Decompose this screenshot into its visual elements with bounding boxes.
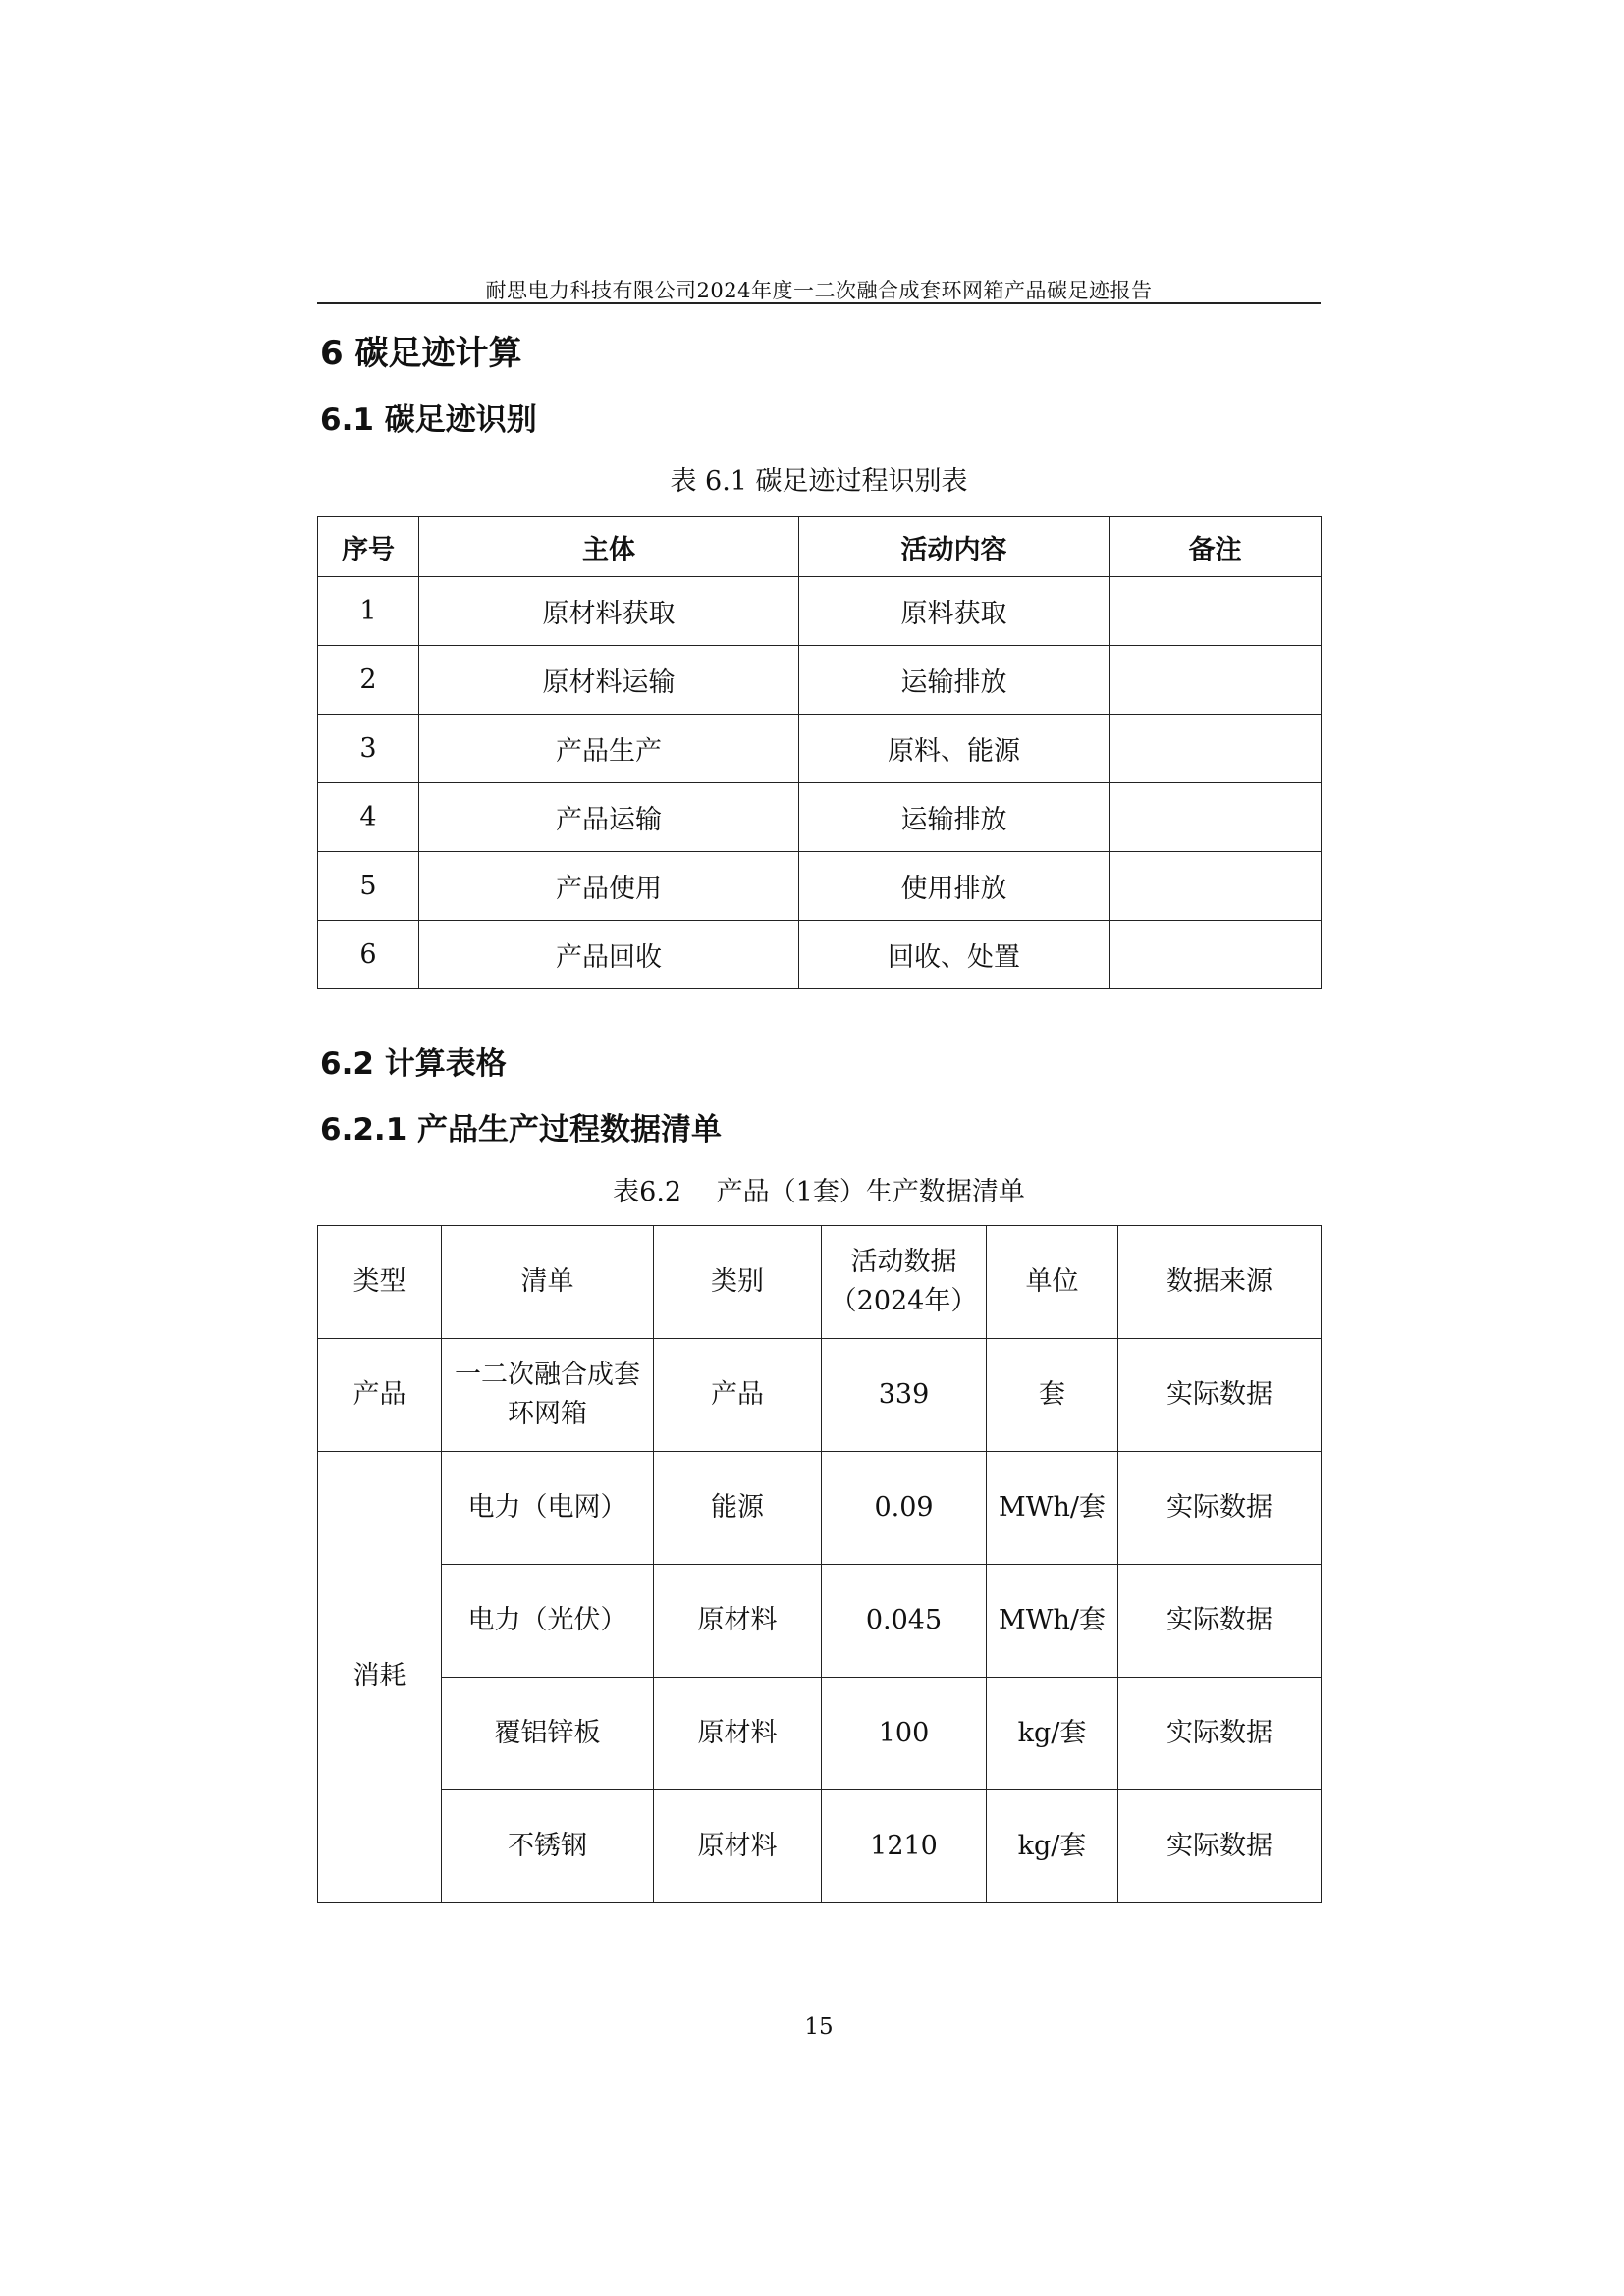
cell-subject: 产品使用 bbox=[419, 852, 799, 921]
page-number: 15 bbox=[804, 2014, 834, 2040]
cell-activity: 原料、能源 bbox=[799, 715, 1110, 783]
column-header: 类别 bbox=[654, 1226, 822, 1339]
table-1-caption: 表 6.1 碳足迹过程识别表 bbox=[670, 466, 968, 497]
cell-unit: kg/套 bbox=[987, 1678, 1118, 1790]
cell-source: 实际数据 bbox=[1118, 1678, 1322, 1790]
cell-source: 实际数据 bbox=[1118, 1790, 1322, 1903]
cell-category: 产品 bbox=[654, 1339, 822, 1452]
cell-source: 实际数据 bbox=[1118, 1339, 1322, 1452]
cell-category: 能源 bbox=[654, 1452, 822, 1565]
column-header: 单位 bbox=[987, 1226, 1118, 1339]
section-6-2-1-heading: 6.2.1 产品生产过程数据清单 bbox=[320, 1112, 723, 1148]
cell-value: 100 bbox=[822, 1678, 987, 1790]
cell-remark bbox=[1110, 715, 1322, 783]
table-header-row bbox=[318, 517, 1322, 577]
carbon-footprint-identification-table bbox=[317, 516, 1322, 989]
cell-activity: 运输排放 bbox=[799, 783, 1110, 852]
section-6-2-heading: 6.2 计算表格 bbox=[320, 1046, 507, 1082]
table-row bbox=[318, 1678, 1322, 1790]
cell-no: 5 bbox=[318, 852, 419, 921]
table-row bbox=[318, 577, 1322, 646]
cell-remark bbox=[1110, 783, 1322, 852]
cell-remark bbox=[1110, 577, 1322, 646]
cell-no: 2 bbox=[318, 646, 419, 715]
cell-source: 实际数据 bbox=[1118, 1565, 1322, 1678]
cell-remark bbox=[1110, 921, 1322, 989]
table-2-caption: 表6.2 产品（1套）生产数据清单 bbox=[613, 1177, 1025, 1207]
cell-value: 339 bbox=[822, 1339, 987, 1452]
column-header: 活动内容 bbox=[799, 517, 1110, 577]
cell-activity: 使用排放 bbox=[799, 852, 1110, 921]
cell-subject: 产品生产 bbox=[419, 715, 799, 783]
table-row bbox=[318, 1339, 1322, 1452]
section-6-heading: 6 碳足迹计算 bbox=[320, 334, 522, 373]
running-header: 耐思电力科技有限公司2024年度一二次融合成套环网箱产品碳足迹报告 bbox=[485, 279, 1153, 302]
production-data-inventory-table bbox=[317, 1225, 1322, 1903]
column-header: 备注 bbox=[1110, 517, 1322, 577]
cell-item: 覆铝锌板 bbox=[442, 1678, 654, 1790]
cell-activity: 运输排放 bbox=[799, 646, 1110, 715]
column-header: 类型 bbox=[318, 1226, 442, 1339]
table-row bbox=[318, 921, 1322, 989]
cell-no: 4 bbox=[318, 783, 419, 852]
column-header: 序号 bbox=[318, 517, 419, 577]
cell-item: 电力（光伏） bbox=[442, 1565, 654, 1678]
cell-type-merged: 消耗 bbox=[318, 1452, 442, 1903]
cell-value: 0.09 bbox=[822, 1452, 987, 1565]
table-row bbox=[318, 646, 1322, 715]
column-header: 活动数据（2024年） bbox=[822, 1226, 987, 1339]
table-row bbox=[318, 1452, 1322, 1565]
cell-activity: 回收、处置 bbox=[799, 921, 1110, 989]
cell-no: 3 bbox=[318, 715, 419, 783]
cell-item: 一二次融合成套环网箱 bbox=[442, 1339, 654, 1452]
cell-remark bbox=[1110, 646, 1322, 715]
table-row bbox=[318, 783, 1322, 852]
cell-category: 原材料 bbox=[654, 1790, 822, 1903]
column-header: 主体 bbox=[419, 517, 799, 577]
section-6-1-heading: 6.1 碳足迹识别 bbox=[320, 402, 537, 438]
table-row bbox=[318, 1790, 1322, 1903]
table-header-row bbox=[318, 1226, 1322, 1339]
cell-remark bbox=[1110, 852, 1322, 921]
cell-category: 原材料 bbox=[654, 1565, 822, 1678]
cell-unit: MWh/套 bbox=[987, 1452, 1118, 1565]
cell-no: 6 bbox=[318, 921, 419, 989]
cell-subject: 原材料运输 bbox=[419, 646, 799, 715]
cell-subject: 产品回收 bbox=[419, 921, 799, 989]
cell-item: 电力（电网） bbox=[442, 1452, 654, 1565]
table-row bbox=[318, 852, 1322, 921]
cell-type: 产品 bbox=[318, 1339, 442, 1452]
cell-subject: 原材料获取 bbox=[419, 577, 799, 646]
cell-unit: kg/套 bbox=[987, 1790, 1118, 1903]
table-row bbox=[318, 715, 1322, 783]
cell-value: 1210 bbox=[822, 1790, 987, 1903]
table-row bbox=[318, 1565, 1322, 1678]
column-header: 清单 bbox=[442, 1226, 654, 1339]
cell-item: 不锈钢 bbox=[442, 1790, 654, 1903]
column-header: 数据来源 bbox=[1118, 1226, 1322, 1339]
cell-category: 原材料 bbox=[654, 1678, 822, 1790]
header-rule bbox=[317, 302, 1321, 304]
cell-unit: MWh/套 bbox=[987, 1565, 1118, 1678]
cell-subject: 产品运输 bbox=[419, 783, 799, 852]
cell-no: 1 bbox=[318, 577, 419, 646]
cell-unit: 套 bbox=[987, 1339, 1118, 1452]
cell-source: 实际数据 bbox=[1118, 1452, 1322, 1565]
cell-value: 0.045 bbox=[822, 1565, 987, 1678]
cell-activity: 原料获取 bbox=[799, 577, 1110, 646]
